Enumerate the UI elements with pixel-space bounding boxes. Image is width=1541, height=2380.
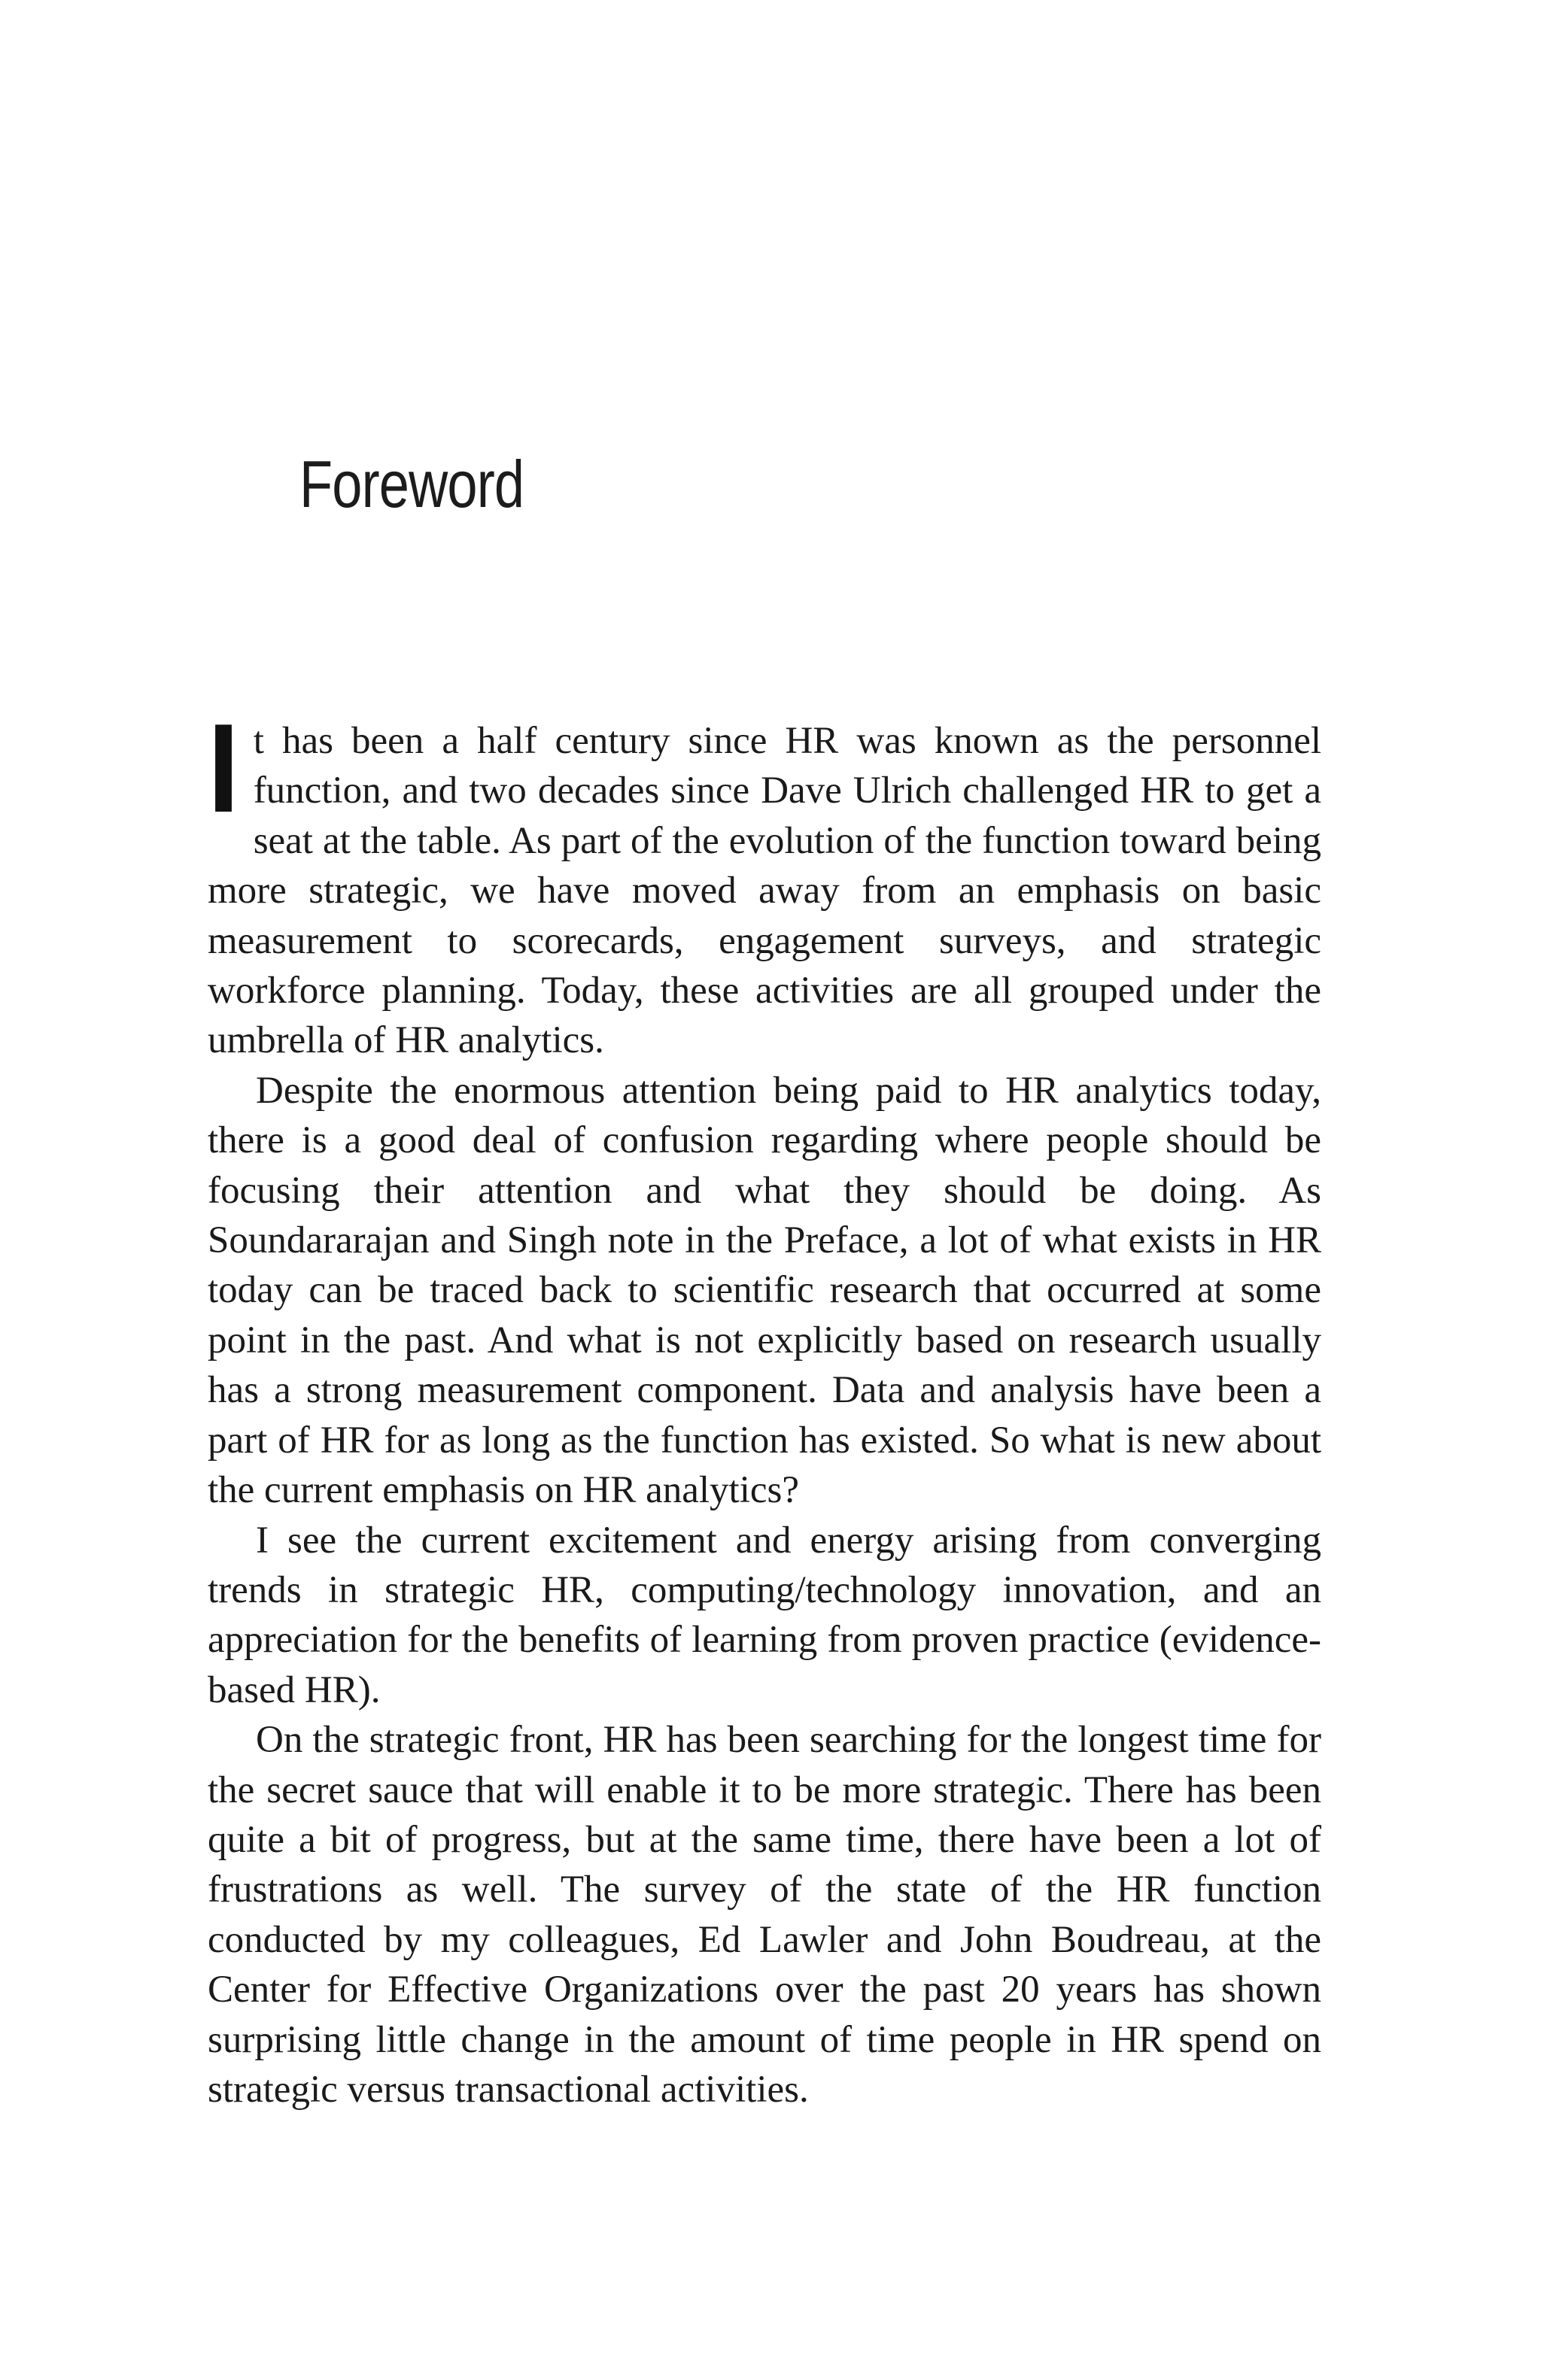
paragraph-1 xyxy=(208,697,1321,1066)
paragraph-4: On the strategic front, HR has been searching for the longest time for the secret sauce that will enable it to be more strategic. There has been quite a bit of progress, but at the same time, there have been a lot of frustrations as well. The survey of the state of the HR function conducted by my colleagues, Ed Lawler and John Boudreau, at the Center for Effective Organizations over the past 20 years has shown surprising little change in the amount of time people in HR spend on strategic versus transactional activities. xyxy=(208,1719,1321,2111)
paragraph-1-text: t has been a half century since HR was known as the personnel function, and two decades since Dave Ulrich challenged HR to get a seat at the table. As part of the evolution of the function toward being more strategic, we have moved away from an emphasis on basic measurement to scorecards, engagement surveys, and strategic workforce planning. Today, these activities are all grouped under the umbrella of HR analytics. xyxy=(208,720,1321,1062)
paragraph-2: Despite the enormous attention being paid to HR analytics today, there is a good deal of confusion regarding where people should be focusing their attention and what they should be doing. As Soundararajan and Singh note in the Preface, a lot of what exists in HR today can be traced back to scientific research that occurred at some point in the past. And what is not explicitly based on research usually has a strong measurement component. Data and analysis have been a part of HR for as long as the function has existed. So what is new about the current emphasis on HR analytics? xyxy=(208,1069,1321,1512)
paragraph-3: I see the current excitement and energy arising from converging trends in strategic HR, computing/technology innovation, and an appreciation for the benefits of learning from proven practice (evidence-based HR). xyxy=(208,1519,1321,1711)
drop-cap: I xyxy=(208,697,240,839)
chapter-title: Foreword xyxy=(299,447,524,521)
body-text xyxy=(208,697,1321,2114)
